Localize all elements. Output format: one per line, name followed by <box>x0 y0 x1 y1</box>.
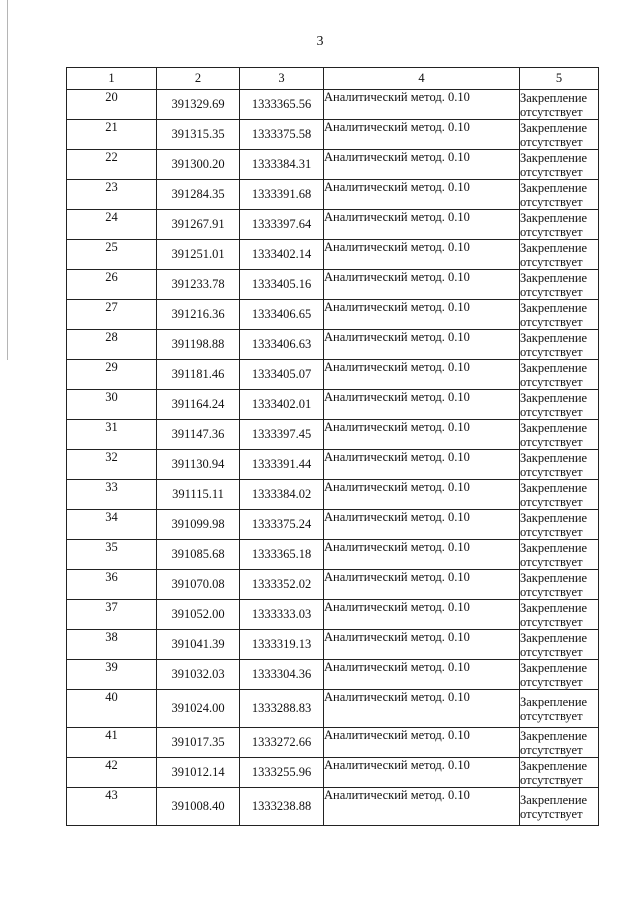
y-coordinate-cell: 1333391.44 <box>240 450 324 480</box>
y-coordinate-cell: 1333272.66 <box>240 728 324 758</box>
status-line-1: Закрепление <box>520 150 588 165</box>
status-line-1: Закрепление <box>520 450 588 465</box>
method-cell: Аналитический метод. 0.10 <box>324 728 520 758</box>
status-line-1: Закрепление <box>520 480 588 495</box>
status-cell <box>520 180 599 210</box>
x-coordinate-cell: 391315.35 <box>157 120 240 150</box>
y-coordinate-cell: 1333319.13 <box>240 630 324 660</box>
point-number-cell: 31 <box>67 420 157 450</box>
status-line-2: отсутствует <box>520 708 583 723</box>
status-cell <box>520 660 599 690</box>
status-cell <box>520 390 599 420</box>
method-cell: Аналитический метод. 0.10 <box>324 90 520 120</box>
x-coordinate-cell: 391164.24 <box>157 390 240 420</box>
status-line-2: отсутствует <box>520 404 583 419</box>
column-header-x: 2 <box>157 68 240 90</box>
status-line-2: отсутствует <box>520 104 583 119</box>
point-number-cell: 22 <box>67 150 157 180</box>
table-row <box>67 630 599 660</box>
method-cell: Аналитический метод. 0.10 <box>324 630 520 660</box>
status-line-2: отсутствует <box>520 806 583 821</box>
point-number-cell: 29 <box>67 360 157 390</box>
x-coordinate-cell: 391012.14 <box>157 758 240 788</box>
y-coordinate-cell: 1333406.63 <box>240 330 324 360</box>
status-cell <box>520 630 599 660</box>
status-cell <box>520 758 599 788</box>
x-coordinate-cell: 391233.78 <box>157 270 240 300</box>
y-coordinate-cell: 1333402.01 <box>240 390 324 420</box>
status-line-1: Закрепление <box>520 758 588 773</box>
status-line-1: Закрепление <box>520 630 588 645</box>
status-line-1: Закрепление <box>520 120 588 135</box>
x-coordinate-cell: 391267.91 <box>157 210 240 240</box>
y-coordinate-cell: 1333352.02 <box>240 570 324 600</box>
x-coordinate-cell: 391329.69 <box>157 90 240 120</box>
method-cell: Аналитический метод. 0.10 <box>324 210 520 240</box>
table-row <box>67 180 599 210</box>
y-coordinate-cell: 1333255.96 <box>240 758 324 788</box>
method-cell: Аналитический метод. 0.10 <box>324 758 520 788</box>
method-cell: Аналитический метод. 0.10 <box>324 510 520 540</box>
status-line-1: Закрепление <box>520 210 588 225</box>
status-cell <box>520 450 599 480</box>
table-row <box>67 450 599 480</box>
status-line-2: отсутствует <box>520 314 583 329</box>
status-cell <box>520 600 599 630</box>
x-coordinate-cell: 391251.01 <box>157 240 240 270</box>
method-cell: Аналитический метод. 0.10 <box>324 420 520 450</box>
method-cell: Аналитический метод. 0.10 <box>324 390 520 420</box>
method-cell: Аналитический метод. 0.10 <box>324 240 520 270</box>
status-cell <box>520 150 599 180</box>
method-cell: Аналитический метод. 0.10 <box>324 480 520 510</box>
table-row <box>67 420 599 450</box>
status-line-1: Закрепление <box>520 240 588 255</box>
y-coordinate-cell: 1333238.88 <box>240 788 324 826</box>
table-row <box>67 758 599 788</box>
y-coordinate-cell: 1333391.68 <box>240 180 324 210</box>
status-line-1: Закрепление <box>520 540 588 555</box>
status-line-2: отсутствует <box>520 284 583 299</box>
table-row <box>67 788 599 826</box>
y-coordinate-cell: 1333397.64 <box>240 210 324 240</box>
method-cell: Аналитический метод. 0.10 <box>324 330 520 360</box>
table-row <box>67 660 599 690</box>
method-cell: Аналитический метод. 0.10 <box>324 150 520 180</box>
x-coordinate-cell: 391085.68 <box>157 540 240 570</box>
x-coordinate-cell: 391052.00 <box>157 600 240 630</box>
status-cell <box>520 270 599 300</box>
x-coordinate-cell: 391147.36 <box>157 420 240 450</box>
table-row <box>67 90 599 120</box>
y-coordinate-cell: 1333375.58 <box>240 120 324 150</box>
table-row <box>67 360 599 390</box>
status-line-2: отсутствует <box>520 614 583 629</box>
table-row <box>67 210 599 240</box>
column-header-point-number: 1 <box>67 68 157 90</box>
table-header-row <box>67 68 599 90</box>
y-coordinate-cell: 1333397.45 <box>240 420 324 450</box>
table-row <box>67 150 599 180</box>
status-cell <box>520 210 599 240</box>
status-line-1: Закрепление <box>520 694 588 709</box>
point-number-cell: 34 <box>67 510 157 540</box>
status-line-1: Закрепление <box>520 360 588 375</box>
table-row <box>67 600 599 630</box>
table-row <box>67 570 599 600</box>
status-cell <box>520 728 599 758</box>
table-row <box>67 120 599 150</box>
point-number-cell: 42 <box>67 758 157 788</box>
x-coordinate-cell: 391008.40 <box>157 788 240 826</box>
method-cell: Аналитический метод. 0.10 <box>324 600 520 630</box>
point-number-cell: 21 <box>67 120 157 150</box>
x-coordinate-cell: 391300.20 <box>157 150 240 180</box>
x-coordinate-cell: 391284.35 <box>157 180 240 210</box>
point-number-cell: 20 <box>67 90 157 120</box>
column-header-y: 3 <box>240 68 324 90</box>
status-cell <box>520 300 599 330</box>
y-coordinate-cell: 1333333.03 <box>240 600 324 630</box>
status-cell <box>520 420 599 450</box>
method-cell: Аналитический метод. 0.10 <box>324 300 520 330</box>
status-line-1: Закрепление <box>520 420 588 435</box>
point-number-cell: 32 <box>67 450 157 480</box>
table-row <box>67 540 599 570</box>
x-coordinate-cell: 391115.11 <box>157 480 240 510</box>
status-line-2: отсутствует <box>520 464 583 479</box>
point-number-cell: 41 <box>67 728 157 758</box>
status-line-1: Закрепление <box>520 510 588 525</box>
table-row <box>67 330 599 360</box>
status-line-2: отсутствует <box>520 164 583 179</box>
status-line-1: Закрепление <box>520 270 588 285</box>
y-coordinate-cell: 1333304.36 <box>240 660 324 690</box>
point-number-cell: 40 <box>67 690 157 728</box>
status-cell <box>520 360 599 390</box>
point-number-cell: 23 <box>67 180 157 210</box>
x-coordinate-cell: 391041.39 <box>157 630 240 660</box>
method-cell: Аналитический метод. 0.10 <box>324 180 520 210</box>
y-coordinate-cell: 1333406.65 <box>240 300 324 330</box>
status-line-1: Закрепление <box>520 660 588 675</box>
column-header-method: 4 <box>324 68 520 90</box>
status-line-1: Закрепление <box>520 300 588 315</box>
status-line-1: Закрепление <box>520 792 588 807</box>
x-coordinate-cell: 391181.46 <box>157 360 240 390</box>
coordinates-table <box>66 67 599 826</box>
table-row <box>67 240 599 270</box>
status-line-1: Закрепление <box>520 180 588 195</box>
x-coordinate-cell: 391216.36 <box>157 300 240 330</box>
point-number-cell: 28 <box>67 330 157 360</box>
status-line-2: отсутствует <box>520 772 583 787</box>
table-row <box>67 480 599 510</box>
status-line-1: Закрепление <box>520 330 588 345</box>
status-cell <box>520 788 599 826</box>
point-number-cell: 37 <box>67 600 157 630</box>
status-line-1: Закрепление <box>520 570 588 585</box>
point-number-cell: 30 <box>67 390 157 420</box>
status-line-2: отсутствует <box>520 254 583 269</box>
status-line-2: отсутствует <box>520 524 583 539</box>
y-coordinate-cell: 1333405.16 <box>240 270 324 300</box>
status-line-1: Закрепление <box>520 728 588 743</box>
binding-margin-line <box>7 0 8 360</box>
method-cell: Аналитический метод. 0.10 <box>324 120 520 150</box>
point-number-cell: 39 <box>67 660 157 690</box>
status-cell <box>520 330 599 360</box>
method-cell: Аналитический метод. 0.10 <box>324 690 520 728</box>
status-cell <box>520 690 599 728</box>
point-number-cell: 26 <box>67 270 157 300</box>
point-number-cell: 25 <box>67 240 157 270</box>
y-coordinate-cell: 1333365.56 <box>240 90 324 120</box>
table-row <box>67 510 599 540</box>
method-cell: Аналитический метод. 0.10 <box>324 450 520 480</box>
y-coordinate-cell: 1333384.02 <box>240 480 324 510</box>
status-line-2: отсутствует <box>520 224 583 239</box>
method-cell: Аналитический метод. 0.10 <box>324 788 520 826</box>
status-line-2: отсутствует <box>520 134 583 149</box>
y-coordinate-cell: 1333402.14 <box>240 240 324 270</box>
status-line-2: отсутствует <box>520 742 583 757</box>
table-row <box>67 270 599 300</box>
status-cell <box>520 540 599 570</box>
x-coordinate-cell: 391017.35 <box>157 728 240 758</box>
status-cell <box>520 480 599 510</box>
status-cell <box>520 570 599 600</box>
table-row <box>67 728 599 758</box>
y-coordinate-cell: 1333288.83 <box>240 690 324 728</box>
status-line-2: отсутствует <box>520 494 583 509</box>
point-number-cell: 33 <box>67 480 157 510</box>
point-number-cell: 27 <box>67 300 157 330</box>
status-line-1: Закрепление <box>520 390 588 405</box>
x-coordinate-cell: 391024.00 <box>157 690 240 728</box>
x-coordinate-cell: 391099.98 <box>157 510 240 540</box>
status-line-2: отсутствует <box>520 644 583 659</box>
point-number-cell: 38 <box>67 630 157 660</box>
status-line-2: отсутствует <box>520 554 583 569</box>
y-coordinate-cell: 1333384.31 <box>240 150 324 180</box>
status-line-1: Закрепление <box>520 90 588 105</box>
method-cell: Аналитический метод. 0.10 <box>324 660 520 690</box>
status-line-1: Закрепление <box>520 600 588 615</box>
x-coordinate-cell: 391198.88 <box>157 330 240 360</box>
column-header-status: 5 <box>520 68 599 90</box>
table-row <box>67 690 599 728</box>
y-coordinate-cell: 1333405.07 <box>240 360 324 390</box>
point-number-cell: 43 <box>67 788 157 826</box>
table-body <box>67 90 599 826</box>
x-coordinate-cell: 391070.08 <box>157 570 240 600</box>
point-number-cell: 35 <box>67 540 157 570</box>
point-number-cell: 36 <box>67 570 157 600</box>
status-cell <box>520 120 599 150</box>
method-cell: Аналитический метод. 0.10 <box>324 540 520 570</box>
table-row <box>67 390 599 420</box>
x-coordinate-cell: 391032.03 <box>157 660 240 690</box>
status-line-2: отсутствует <box>520 374 583 389</box>
status-line-2: отсутствует <box>520 434 583 449</box>
method-cell: Аналитический метод. 0.10 <box>324 270 520 300</box>
status-line-2: отсутствует <box>520 674 583 689</box>
point-number-cell: 24 <box>67 210 157 240</box>
status-cell <box>520 240 599 270</box>
y-coordinate-cell: 1333365.18 <box>240 540 324 570</box>
status-cell <box>520 90 599 120</box>
x-coordinate-cell: 391130.94 <box>157 450 240 480</box>
method-cell: Аналитический метод. 0.10 <box>324 360 520 390</box>
status-line-2: отсутствует <box>520 584 583 599</box>
status-cell <box>520 510 599 540</box>
page-number: 3 <box>316 34 324 49</box>
table-row <box>67 300 599 330</box>
status-line-2: отсутствует <box>520 344 583 359</box>
status-line-2: отсутствует <box>520 194 583 209</box>
y-coordinate-cell: 1333375.24 <box>240 510 324 540</box>
method-cell: Аналитический метод. 0.10 <box>324 570 520 600</box>
